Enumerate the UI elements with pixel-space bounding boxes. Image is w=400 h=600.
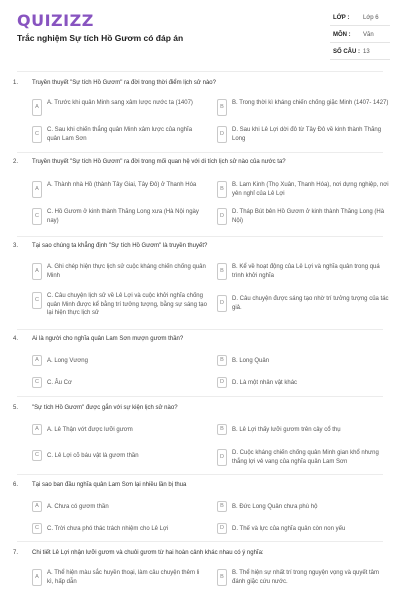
option-letter: C (32, 377, 42, 388)
question-number: 5. (13, 405, 19, 411)
question-divider (17, 541, 383, 542)
option-letter: C (32, 450, 42, 461)
option-text: C. Lê Lợi cõ báu vật là gươm thần (47, 453, 139, 459)
question-number: 4. (13, 336, 19, 342)
option-letter: D (217, 449, 227, 466)
option-text: D. Là một nhân vật khác (232, 380, 298, 386)
meta-value: 13 (363, 49, 370, 55)
option-text: B. Kể về hoạt động của Lê Lợi và nghĩa quân trong quá trình khởi nghĩa (232, 264, 380, 279)
question-text: Truyền thuyết "Sự tích Hồ Gươm" ra đời trong thời điểm lịch sử nào? (32, 80, 216, 86)
question-divider (17, 236, 383, 237)
option-text: B. Lam Kinh (Thọ Xuân, Thanh Hóa), nơi dựng nghiệp, nơi yên nghỉ của Lê Lợi (232, 182, 389, 197)
option-text: C. Trời chưa phó thác trách nhiệm cho Lê Lợi (47, 526, 169, 532)
option-text: D. Câu chuyện được sáng tạo nhờ trí tưởng tượng của tác giả. (232, 296, 389, 311)
option-text: D. Thế và lực của nghĩa quân còn non yếu (232, 526, 346, 532)
option-text: A. Long Vương (47, 358, 88, 364)
question-number: 7. (13, 550, 19, 556)
option-text: C. Sau khi chiến thắng quân Minh xâm lược của nghĩa quân Lam Sơn (47, 127, 193, 142)
option-letter: B (217, 263, 227, 280)
option-letter: A (32, 424, 42, 435)
option-letter: D (217, 126, 227, 143)
option-text: A. Thành nhà Hồ (thành Tây Giai, Tây Đô) ở Thanh Hóa (47, 182, 197, 188)
option-text: D. Tháp Bút bên Hồ Gươm ở kinh thành Thăng Long (Hà Nội) (232, 209, 385, 224)
question-text: Chi tiết Lê Lợi nhận lưỡi gươm và chuôi gươm từ hai hoàn cảnh khác nhau có ý nghĩa: (32, 550, 264, 556)
meta-label: SỐ CÂU : (333, 49, 360, 55)
option-text: B. Thể hiện sự nhất trí trong nguyện vọng và quyết tâm đánh giặc cứu nước. (232, 570, 379, 585)
meta-value: Văn (363, 32, 374, 38)
option-letter: D (217, 523, 227, 534)
option-letter: A (32, 263, 42, 280)
meta-subject (330, 29, 390, 43)
question-number: 6. (13, 482, 19, 488)
worksheet-header (0, 0, 400, 68)
option-letter: A (32, 355, 42, 366)
option-text: B. Trong thời kì kháng chiến chống giặc Minh (1407- 1427) (232, 100, 389, 106)
question-number: 1. (13, 80, 19, 86)
question-number: 3. (13, 243, 19, 249)
option-text: B. Long Quân (232, 358, 270, 364)
option-text: C. Hồ Gươm ở kinh thành Thăng Long xưa (Hà Nội ngày nay) (47, 209, 199, 224)
option-letter: D (217, 295, 227, 312)
meta-value: Lớp 6 (363, 15, 379, 21)
page-title: Trắc nghiệm Sự tích Hồ Gươm có đáp án (17, 33, 184, 43)
option-letter: B (217, 569, 227, 586)
option-text: B. Lê Lợi thấy lưỡi gươm trên cây cổ thụ (232, 427, 341, 433)
question-text: Truyền thuyết "Sự tích Hồ Gươm" ra đời trong mối quan hệ với di tích lịch sử nào của nước ta? (32, 159, 286, 165)
option-letter: D (217, 208, 227, 225)
question-text: Tại sao ban đầu nghĩa quân Lam Sơn lại nhiều lần bị thua (32, 482, 187, 488)
option-letter: A (32, 181, 42, 198)
option-text: A. Trước khi quân Minh sang xâm lược nước ta (1407) (47, 100, 193, 106)
meta-count (330, 46, 390, 60)
option-text: A. Chưa có gươm thần (47, 504, 109, 510)
question-divider (17, 396, 383, 397)
question-text: "Sự tích Hồ Gươm" được gắn với sự kiện lịch sử nào? (32, 405, 178, 411)
question-text: Tại sao chúng ta khẳng định "Sự tích Hồ Gươm" là truyền thuyết? (32, 243, 208, 249)
option-letter: B (217, 99, 227, 116)
option-letter: A (32, 569, 42, 586)
option-letter: C (32, 208, 42, 225)
option-letter: D (217, 377, 227, 388)
option-letter: A (32, 99, 42, 116)
question-divider (17, 152, 383, 153)
option-letter: B (217, 424, 227, 435)
option-text: C. Câu chuyện lịch sử về Lê Lợi và cuộc khởi nghĩa chống quân Minh được kể bằng trí tưởng tượng, bằng sự sáng tạo lại hiện thực lịch sử (47, 293, 207, 316)
option-text: B. Đức Long Quân chưa phù hộ (232, 504, 318, 510)
header-divider (17, 71, 383, 72)
option-text: A. Lê Thận vớt được lưỡi gươm (47, 427, 133, 433)
option-letter: B (217, 181, 227, 198)
question-divider (17, 474, 383, 475)
question-number: 2. (13, 159, 19, 165)
option-text: A. Ghi chép hiện thực lịch sử cuộc kháng chiến chống quân Minh (47, 264, 206, 279)
option-letter: C (32, 126, 42, 143)
option-letter: B (217, 501, 227, 512)
meta-label: MÔN : (333, 32, 351, 38)
question-divider (17, 329, 383, 330)
question-text: Ai là người cho nghĩa quân Lam Sơn mượn gươm thần? (32, 336, 184, 342)
option-letter: A (32, 501, 42, 512)
option-text: D. Cuộc kháng chiến chống quân Minh gian khổ nhưng thắng lợi vẻ vang của nghĩa quân Lam Sơn (232, 450, 379, 465)
option-text: C. Âu Cơ (47, 380, 72, 386)
quizizz-logo: QUIZIZZ (17, 11, 94, 30)
option-letter: B (217, 355, 227, 366)
meta-label: LỚP : (333, 15, 350, 21)
meta-grade (330, 12, 390, 26)
option-text: A. Thể hiện màu sắc huyền thoại, làm câu chuyện thêm li kì, hấp dẫn (47, 570, 200, 585)
option-letter: C (32, 523, 42, 534)
option-letter: C (32, 292, 42, 309)
option-text: D. Sau khi Lê Lợi dời đô từ Tây Đô về kinh thành Thăng Long (232, 127, 382, 142)
